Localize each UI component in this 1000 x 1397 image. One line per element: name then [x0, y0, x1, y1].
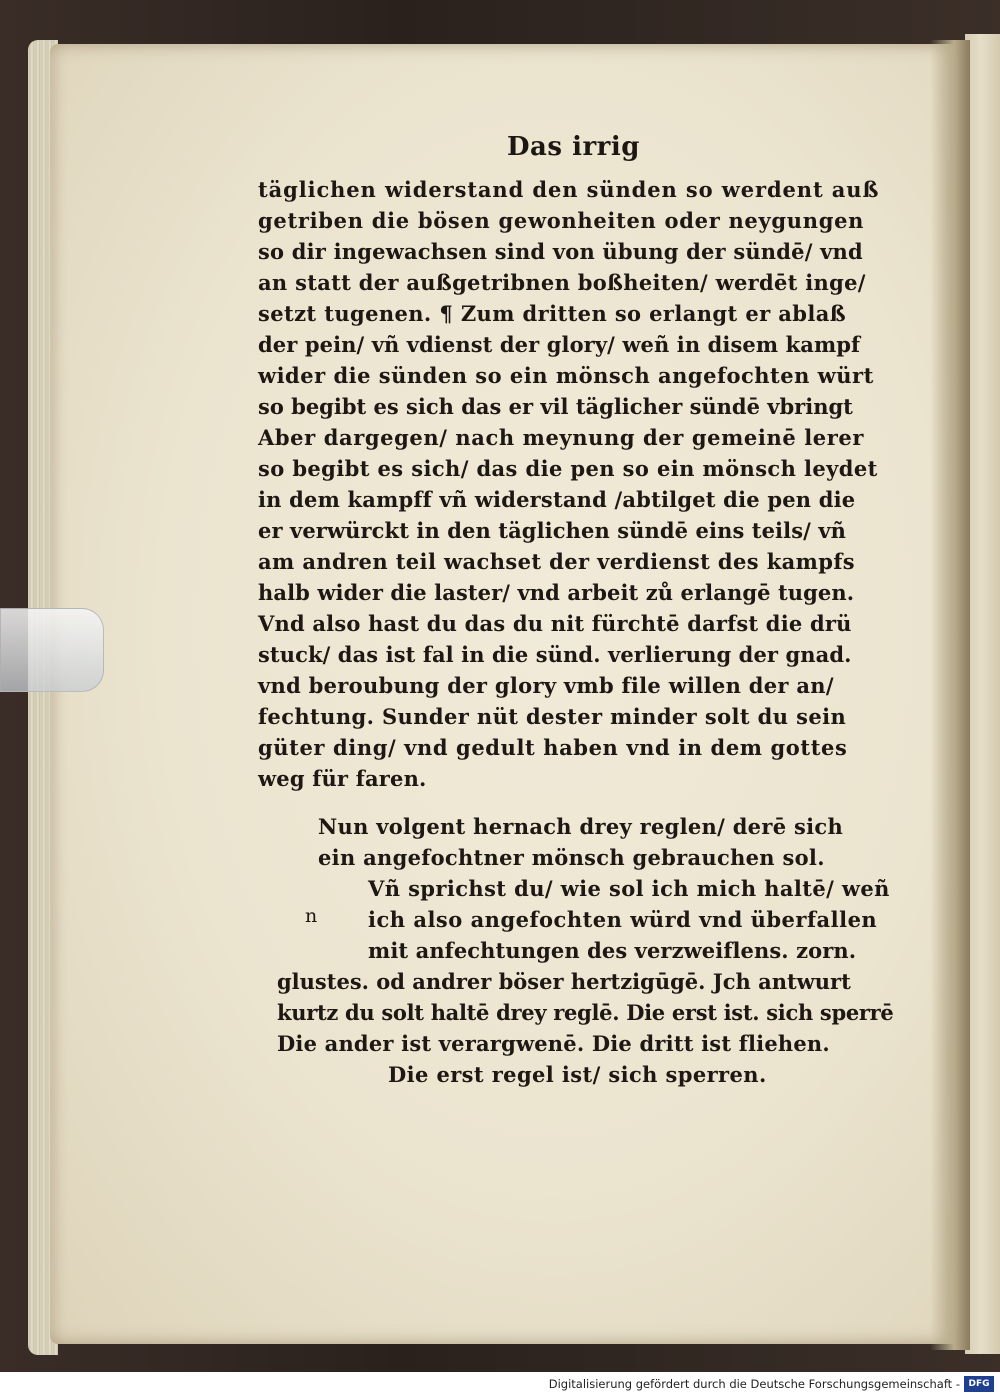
text-line: an statt der außgetribnen boßheiten/ werdēt inge/: [258, 270, 866, 295]
text-line: so dir ingewachsen sind von übung der sündē/ vnd: [258, 239, 863, 264]
section-heading-line: Nun volgent hernach drey reglen/ derē sich: [318, 814, 844, 839]
text-line: wider die sünden so ein mönsch angefochten würt: [258, 363, 874, 388]
text-line: am andren teil wachset der verdienst des kampfs: [258, 549, 856, 574]
digitization-credit: Digitalisierung gefördert durch die Deutsche Forschungsgemeinschaft -: [548, 1377, 960, 1391]
running-head: Das irrig: [507, 132, 640, 162]
text-line: Vñ sprichst du/ wie sol ich mich haltē/ weñ: [368, 876, 890, 901]
text-line: Vnd also hast du das du nit fürchtē darfst die drü: [258, 611, 852, 636]
footer-bar: [0, 1372, 1000, 1397]
text-line: weg für faren.: [258, 766, 427, 791]
text-line: er verwürckt in den täglichen sündē eins teils/ vñ: [258, 518, 846, 543]
text-line: ich also angefochten würd vnd überfallen: [368, 907, 878, 932]
text-line: glustes. od andrer böser hertzigūgē. Jch antwurt: [277, 969, 851, 994]
text-line: getriben die bösen gewonheiten oder neygungen: [258, 208, 865, 233]
dfg-logo: DFG: [964, 1376, 994, 1392]
text-line: in dem kampff vñ widerstand /abtilget die pen die: [258, 487, 856, 512]
text-line: setzt tugenen. ¶ Zum dritten so erlangt er ablaß: [258, 301, 847, 326]
text-line: täglichen widerstand den sünden so werdent auß: [258, 177, 880, 202]
text-line: kurtz du solt haltē drey reglē. Die erst ist. sich sperrē: [277, 1000, 894, 1025]
text-line: mit anfechtungen des verzweiflens. zorn.: [368, 938, 857, 963]
plastic-tab: [0, 608, 104, 692]
text-line: fechtung. Sunder nüt dester minder solt du sein: [258, 704, 847, 729]
text-line: der pein/ vñ vdienst der glory/ weñ in disem kampf: [258, 332, 861, 357]
gutter-shadow: [930, 40, 970, 1350]
text-line: vnd beroubung der glory vmb file willen der an/: [258, 673, 834, 698]
text-line: so begibt es sich das er vil täglicher sündē vbringt: [258, 394, 853, 419]
text-line: Die erst regel ist/ sich sperren.: [388, 1062, 767, 1087]
text-line: stuck/ das ist fal in die sünd. verlierung der gnad.: [258, 642, 852, 667]
text-line: güter ding/ vnd gedult haben vnd in dem gottes: [258, 735, 848, 760]
section-heading-line: ein angefochtner mönsch gebrauchen sol.: [318, 845, 825, 870]
text-line: so begibt es sich/ das die pen so ein mönsch leydet: [258, 456, 878, 481]
text-line: Aber dargegen/ nach meynung der gemeinē lerer: [258, 425, 865, 450]
facing-page-edge: [965, 34, 1000, 1354]
text-line: halb wider die laster/ vnd arbeit zů erlangē tugen.: [258, 580, 855, 605]
marginal-letter: n: [305, 905, 318, 927]
text-line: Die ander ist verargwenē. Die dritt ist fliehen.: [277, 1031, 830, 1056]
